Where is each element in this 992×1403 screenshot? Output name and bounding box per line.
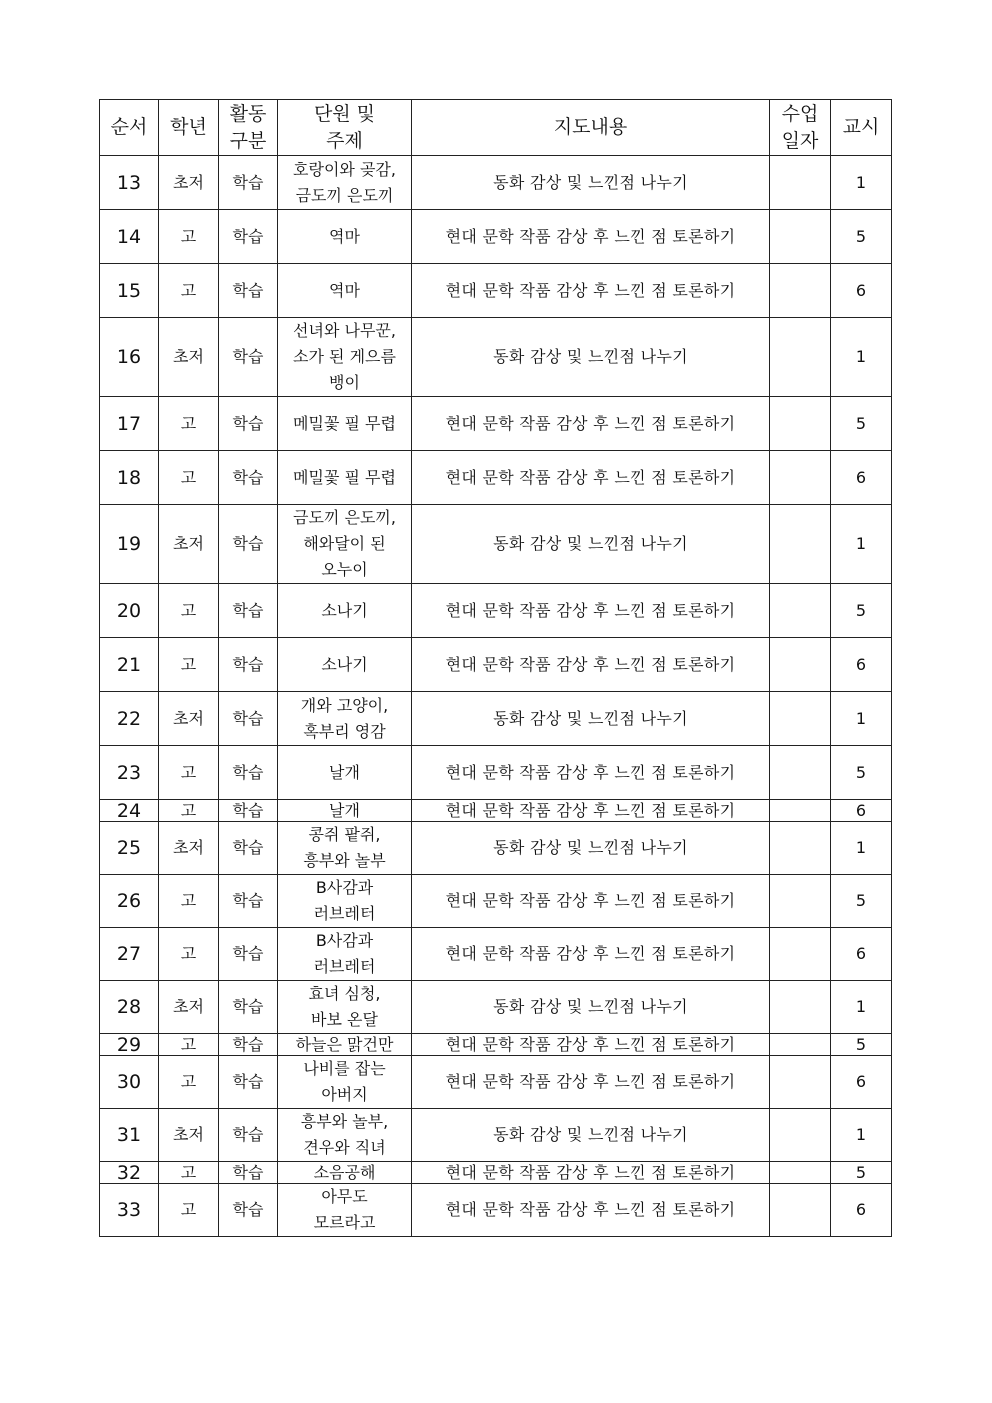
table-row: [100, 318, 892, 397]
cell-topic: 메밀꽃 필 무렵: [278, 397, 412, 451]
cell-content: 현대 문학 작품 감상 후 느낀 점 토론하기: [412, 397, 770, 451]
table-row: [100, 822, 892, 875]
cell-activity: 학습: [219, 800, 278, 822]
table-row: [100, 505, 892, 584]
cell-grade: 초저: [159, 822, 219, 875]
cell-date: [770, 210, 831, 264]
cell-period: 5: [831, 584, 892, 638]
cell-topic: 금도끼 은도끼, 해와달이 된 오누이: [278, 505, 412, 584]
cell-order: 14: [100, 210, 159, 264]
cell-date: [770, 1184, 831, 1237]
cell-grade: 초저: [159, 981, 219, 1034]
cell-content: 현대 문학 작품 감상 후 느낀 점 토론하기: [412, 1056, 770, 1109]
cell-activity: 학습: [219, 451, 278, 505]
cell-content: 현대 문학 작품 감상 후 느낀 점 토론하기: [412, 584, 770, 638]
table-row: [100, 800, 892, 822]
table-row: [100, 1184, 892, 1237]
cell-grade: 고: [159, 1162, 219, 1184]
cell-date: [770, 1162, 831, 1184]
cell-activity: 학습: [219, 1034, 278, 1056]
cell-order: 13: [100, 156, 159, 210]
cell-period: 6: [831, 1056, 892, 1109]
cell-grade: 고: [159, 451, 219, 505]
table-row: [100, 1162, 892, 1184]
table-row: [100, 692, 892, 746]
cell-date: [770, 1034, 831, 1056]
cell-activity: 학습: [219, 1056, 278, 1109]
table-row: [100, 638, 892, 692]
cell-period: 5: [831, 1162, 892, 1184]
cell-period: 6: [831, 1184, 892, 1237]
cell-content: 현대 문학 작품 감상 후 느낀 점 토론하기: [412, 800, 770, 822]
cell-content: 현대 문학 작품 감상 후 느낀 점 토론하기: [412, 928, 770, 981]
table-row: [100, 156, 892, 210]
table-row: [100, 928, 892, 981]
cell-period: 1: [831, 156, 892, 210]
cell-order: 29: [100, 1034, 159, 1056]
cell-period: 6: [831, 928, 892, 981]
cell-order: 19: [100, 505, 159, 584]
cell-period: 1: [831, 1109, 892, 1162]
cell-date: [770, 397, 831, 451]
cell-order: 21: [100, 638, 159, 692]
cell-period: 5: [831, 397, 892, 451]
table-row: [100, 210, 892, 264]
cell-topic: 선녀와 나무꾼, 소가 된 게으름 뱅이: [278, 318, 412, 397]
header-content: 지도내용: [412, 100, 770, 156]
cell-date: [770, 505, 831, 584]
cell-content: 현대 문학 작품 감상 후 느낀 점 토론하기: [412, 1162, 770, 1184]
cell-topic: 콩쥐 팥쥐, 흥부와 놀부: [278, 822, 412, 875]
cell-activity: 학습: [219, 505, 278, 584]
header-unit: 단원 및 주제: [278, 100, 412, 156]
cell-order: 26: [100, 875, 159, 928]
cell-topic: 역마: [278, 210, 412, 264]
cell-topic: 아무도 모르라고: [278, 1184, 412, 1237]
cell-topic: 흥부와 놀부, 견우와 직녀: [278, 1109, 412, 1162]
cell-date: [770, 156, 831, 210]
cell-period: 5: [831, 875, 892, 928]
cell-period: 1: [831, 692, 892, 746]
cell-date: [770, 875, 831, 928]
cell-activity: 학습: [219, 875, 278, 928]
header-grade: 학년: [159, 100, 219, 156]
cell-date: [770, 1056, 831, 1109]
cell-topic: 메밀꽃 필 무렵: [278, 451, 412, 505]
cell-grade: 초저: [159, 692, 219, 746]
cell-content: 현대 문학 작품 감상 후 느낀 점 토론하기: [412, 451, 770, 505]
cell-date: [770, 264, 831, 318]
cell-activity: 학습: [219, 210, 278, 264]
cell-activity: 학습: [219, 981, 278, 1034]
header-period: 교시: [831, 100, 892, 156]
table-row: [100, 875, 892, 928]
cell-topic: B사감과 러브레터: [278, 928, 412, 981]
cell-order: 31: [100, 1109, 159, 1162]
cell-grade: 고: [159, 1034, 219, 1056]
cell-content: 현대 문학 작품 감상 후 느낀 점 토론하기: [412, 1034, 770, 1056]
cell-content: 현대 문학 작품 감상 후 느낀 점 토론하기: [412, 210, 770, 264]
cell-date: [770, 928, 831, 981]
cell-topic: 소나기: [278, 584, 412, 638]
cell-activity: 학습: [219, 1109, 278, 1162]
cell-content: 동화 감상 및 느낀점 나누기: [412, 981, 770, 1034]
table-row: [100, 264, 892, 318]
cell-order: 24: [100, 800, 159, 822]
cell-grade: 고: [159, 1056, 219, 1109]
cell-content: 현대 문학 작품 감상 후 느낀 점 토론하기: [412, 875, 770, 928]
cell-grade: 고: [159, 584, 219, 638]
cell-grade: 고: [159, 397, 219, 451]
cell-grade: 초저: [159, 1109, 219, 1162]
cell-period: 1: [831, 318, 892, 397]
cell-grade: 초저: [159, 318, 219, 397]
cell-content: 동화 감상 및 느낀점 나누기: [412, 822, 770, 875]
cell-grade: 고: [159, 264, 219, 318]
cell-order: 30: [100, 1056, 159, 1109]
cell-period: 6: [831, 800, 892, 822]
cell-order: 28: [100, 981, 159, 1034]
cell-order: 33: [100, 1184, 159, 1237]
cell-content: 동화 감상 및 느낀점 나누기: [412, 156, 770, 210]
cell-date: [770, 1109, 831, 1162]
cell-activity: 학습: [219, 1162, 278, 1184]
cell-order: 22: [100, 692, 159, 746]
cell-activity: 학습: [219, 822, 278, 875]
cell-activity: 학습: [219, 584, 278, 638]
cell-grade: 고: [159, 746, 219, 800]
cell-period: 1: [831, 981, 892, 1034]
cell-activity: 학습: [219, 318, 278, 397]
table-body: [100, 156, 892, 1237]
lesson-plan-table: [99, 99, 892, 1237]
cell-content: 동화 감상 및 느낀점 나누기: [412, 505, 770, 584]
cell-order: 18: [100, 451, 159, 505]
table-row: [100, 1034, 892, 1056]
table-row: [100, 746, 892, 800]
cell-grade: 고: [159, 1184, 219, 1237]
cell-topic: 효녀 심청, 바보 온달: [278, 981, 412, 1034]
cell-activity: 학습: [219, 1184, 278, 1237]
cell-period: 1: [831, 822, 892, 875]
cell-grade: 고: [159, 800, 219, 822]
cell-topic: 나비를 잡는 아버지: [278, 1056, 412, 1109]
cell-order: 32: [100, 1162, 159, 1184]
cell-date: [770, 451, 831, 505]
cell-topic: 역마: [278, 264, 412, 318]
cell-topic: 소음공해: [278, 1162, 412, 1184]
cell-topic: 개와 고양이, 혹부리 영감: [278, 692, 412, 746]
cell-order: 23: [100, 746, 159, 800]
cell-activity: 학습: [219, 692, 278, 746]
cell-activity: 학습: [219, 746, 278, 800]
cell-date: [770, 584, 831, 638]
cell-date: [770, 318, 831, 397]
cell-grade: 고: [159, 210, 219, 264]
cell-activity: 학습: [219, 928, 278, 981]
table-row: [100, 1109, 892, 1162]
cell-content: 동화 감상 및 느낀점 나누기: [412, 692, 770, 746]
cell-period: 6: [831, 638, 892, 692]
header-row: [100, 100, 892, 156]
cell-activity: 학습: [219, 156, 278, 210]
cell-grade: 고: [159, 875, 219, 928]
cell-topic: 호랑이와 곶감, 금도끼 은도끼: [278, 156, 412, 210]
cell-date: [770, 746, 831, 800]
cell-content: 현대 문학 작품 감상 후 느낀 점 토론하기: [412, 1184, 770, 1237]
cell-order: 15: [100, 264, 159, 318]
cell-date: [770, 692, 831, 746]
cell-order: 27: [100, 928, 159, 981]
cell-content: 동화 감상 및 느낀점 나누기: [412, 1109, 770, 1162]
table-row: [100, 584, 892, 638]
header-order: 순서: [100, 100, 159, 156]
cell-grade: 초저: [159, 156, 219, 210]
cell-period: 1: [831, 505, 892, 584]
header-activity: 활동 구분: [219, 100, 278, 156]
table-row: [100, 397, 892, 451]
cell-order: 25: [100, 822, 159, 875]
cell-date: [770, 822, 831, 875]
cell-order: 20: [100, 584, 159, 638]
cell-topic: B사감과 러브레터: [278, 875, 412, 928]
cell-grade: 초저: [159, 505, 219, 584]
cell-activity: 학습: [219, 638, 278, 692]
cell-content: 현대 문학 작품 감상 후 느낀 점 토론하기: [412, 264, 770, 318]
cell-date: [770, 638, 831, 692]
cell-activity: 학습: [219, 397, 278, 451]
cell-topic: 소나기: [278, 638, 412, 692]
cell-topic: 하늘은 맑건만: [278, 1034, 412, 1056]
cell-topic: 날개: [278, 800, 412, 822]
cell-activity: 학습: [219, 264, 278, 318]
cell-order: 17: [100, 397, 159, 451]
cell-date: [770, 981, 831, 1034]
cell-order: 16: [100, 318, 159, 397]
table-row: [100, 1056, 892, 1109]
cell-content: 현대 문학 작품 감상 후 느낀 점 토론하기: [412, 638, 770, 692]
cell-period: 5: [831, 746, 892, 800]
cell-topic: 날개: [278, 746, 412, 800]
cell-content: 현대 문학 작품 감상 후 느낀 점 토론하기: [412, 746, 770, 800]
table-row: [100, 451, 892, 505]
cell-period: 5: [831, 210, 892, 264]
header-date: 수업 일자: [770, 100, 831, 156]
cell-date: [770, 800, 831, 822]
cell-grade: 고: [159, 928, 219, 981]
cell-period: 6: [831, 264, 892, 318]
cell-grade: 고: [159, 638, 219, 692]
cell-content: 동화 감상 및 느낀점 나누기: [412, 318, 770, 397]
cell-period: 5: [831, 1034, 892, 1056]
cell-period: 6: [831, 451, 892, 505]
table-row: [100, 981, 892, 1034]
